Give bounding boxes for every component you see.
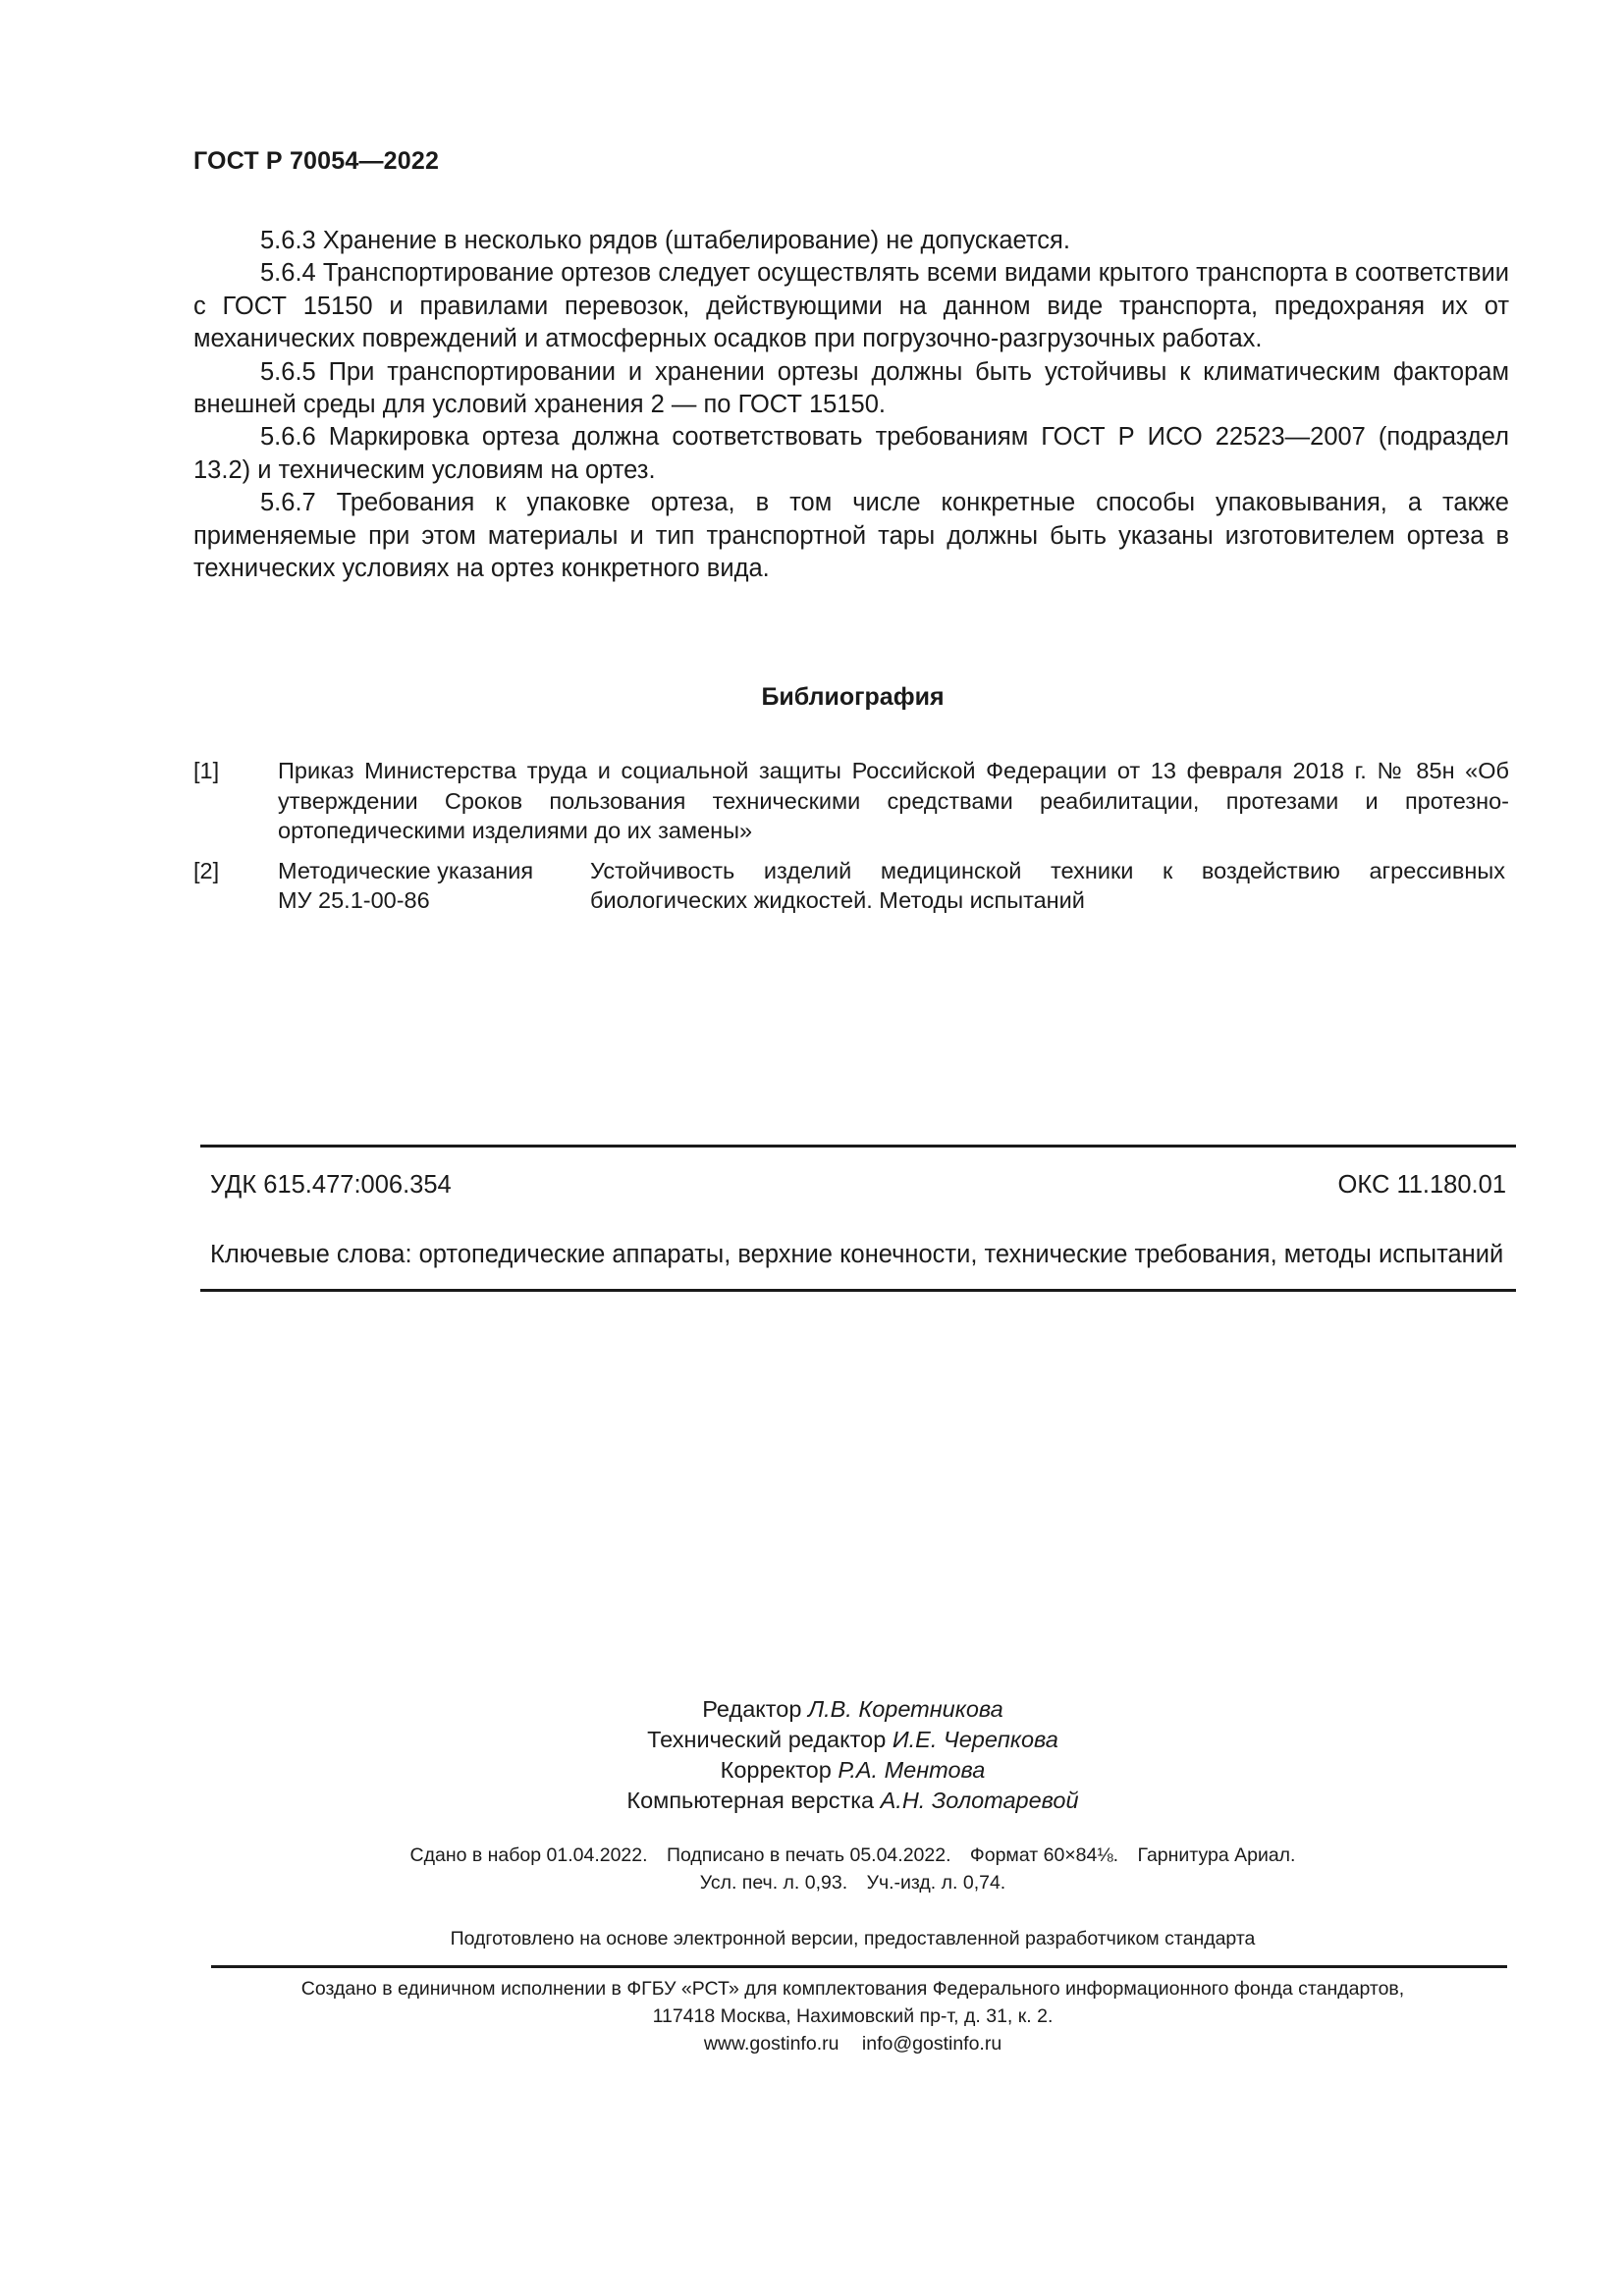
- publication-sheets: Уч.-изд. л. 0,74.: [866, 1872, 1006, 1894]
- bibliography-list: [193, 756, 1509, 926]
- print-info-line-2: [0, 1869, 1624, 1896]
- publisher-address: 117418 Москва, Нахимовский пр-т, д. 31, к. 2.: [652, 2005, 1054, 2027]
- publisher-contacts: [0, 2030, 1624, 2057]
- publisher-website-link[interactable]: www.gostinfo.ru: [703, 2033, 839, 2055]
- credit-label: Технический редактор: [647, 1727, 887, 1752]
- credit-corrector: [0, 1755, 1624, 1786]
- bibliography-entry-title: Устойчивость изделий медицинской техники к воздействию агрессивных биологических жидкостей. Методы испытаний: [590, 857, 1505, 913]
- paragraph-5-6-3: 5.6.3 Хранение в несколько рядов (штабелирование) не допускается.: [260, 227, 1070, 254]
- credit-label: Редактор: [702, 1696, 802, 1722]
- credit-tech-editor: [0, 1725, 1624, 1755]
- print-sheets: Усл. печ. л. 0,93.: [699, 1872, 848, 1894]
- paragraph-5-6-6: 5.6.6 Маркировка ортеза должна соответствовать требованиям ГОСТ Р ИСО 22523—2007 (подраздел 13.2) и техническим условиям на ортез.: [193, 423, 1509, 484]
- credit-name: И.Е. Черепкова: [892, 1727, 1058, 1752]
- bibliography-entry-1: [193, 756, 1509, 846]
- bibliography-entry-document: [278, 856, 590, 916]
- signed-date: Подписано в печать 05.04.2022.: [666, 1844, 951, 1866]
- keywords: Ключевые слова: ортопедические аппараты, верхние конечности, технические требования, методы испытаний: [210, 1241, 1504, 1268]
- bibliography-entry-document-code: МУ 25.1-00-86: [278, 887, 430, 913]
- typeface: Гарнитура Ариал.: [1137, 1844, 1296, 1866]
- credits-block: [0, 1694, 1624, 1816]
- paragraph-5-6-5: 5.6.5 При транспортировании и хранении ортезы должны быть устойчивы к климатическим факторам внешней среды для условий хранения 2 — по ГОСТ 15150.: [193, 357, 1509, 419]
- credit-name: А.Н. Золотаревой: [880, 1788, 1079, 1813]
- bibliography-entry-number: [2]: [193, 857, 220, 883]
- credit-editor: [0, 1694, 1624, 1725]
- paragraph-5-6-7: 5.6.7 Требования к упаковке ортеза, в том числе конкретные способы упаковывания, а также применяемые при этом материалы и тип транспортной тары должны быть указаны изготовителем ортеза в технических условиях на ортез конкретного вида.: [193, 489, 1509, 583]
- paragraph-5-6-4: 5.6.4 Транспортирование ортезов следует осуществлять всеми видами крытого транспорта в соответствии с ГОСТ 15150 и правилами перевозок, действующими на данном виде транспорта, предохраняя их от механических повреждений и атмосферных осадков при погрузочно-разгрузочных работах.: [193, 259, 1509, 353]
- print-info-line-1: [0, 1842, 1624, 1869]
- credit-label: Корректор: [720, 1757, 832, 1783]
- publisher-block: [0, 1975, 1624, 2057]
- footer-rule: [211, 1965, 1507, 1968]
- credit-layout: [0, 1786, 1624, 1816]
- classification-block: [200, 1145, 1516, 1292]
- bibliography-title: Библиография: [761, 683, 945, 711]
- oks-code: ОКС 11.180.01: [1337, 1171, 1506, 1199]
- classification-bottom-rule: [200, 1289, 1516, 1292]
- publisher-email-link[interactable]: info@gostinfo.ru: [861, 2033, 1002, 2055]
- bibliography-entry-2: [193, 856, 1509, 916]
- print-info-block: [0, 1842, 1624, 1896]
- body-section-5-6: [193, 225, 1509, 585]
- classification-codes: [200, 1148, 1516, 1201]
- udk-code: УДК 615.477:006.354: [210, 1171, 452, 1199]
- prepared-note: Подготовлено на основе электронной версии, предоставленной разработчиком стандарта: [450, 1928, 1256, 1949]
- credit-label: Компьютерная верстка: [626, 1788, 875, 1813]
- print-format: Формат 60×84⅛.: [969, 1844, 1119, 1866]
- publisher-line-1: Создано в единичном исполнении в ФГБУ «РСТ» для комплектования Федерального информационного фонда стандартов,: [300, 1978, 1405, 2000]
- bibliography-entry-document-type: Методические указания: [278, 857, 534, 883]
- credit-name: Р.А. Ментова: [838, 1757, 986, 1783]
- bibliography-entry-text: Приказ Министерства труда и социальной защиты Российской Федерации от 13 февраля 2018 г. № 85н «Об утверждении Сроков пользования техническими средствами реабилитации, протезами и протезно-ортопедическими изделиями до их замены»: [278, 758, 1509, 843]
- document-id-header: ГОСТ Р 70054—2022: [193, 147, 440, 175]
- submitted-date: Сдано в набор 01.04.2022.: [409, 1844, 648, 1866]
- bibliography-entry-number: [1]: [193, 758, 220, 783]
- credit-name: Л.В. Коретникова: [807, 1696, 1003, 1722]
